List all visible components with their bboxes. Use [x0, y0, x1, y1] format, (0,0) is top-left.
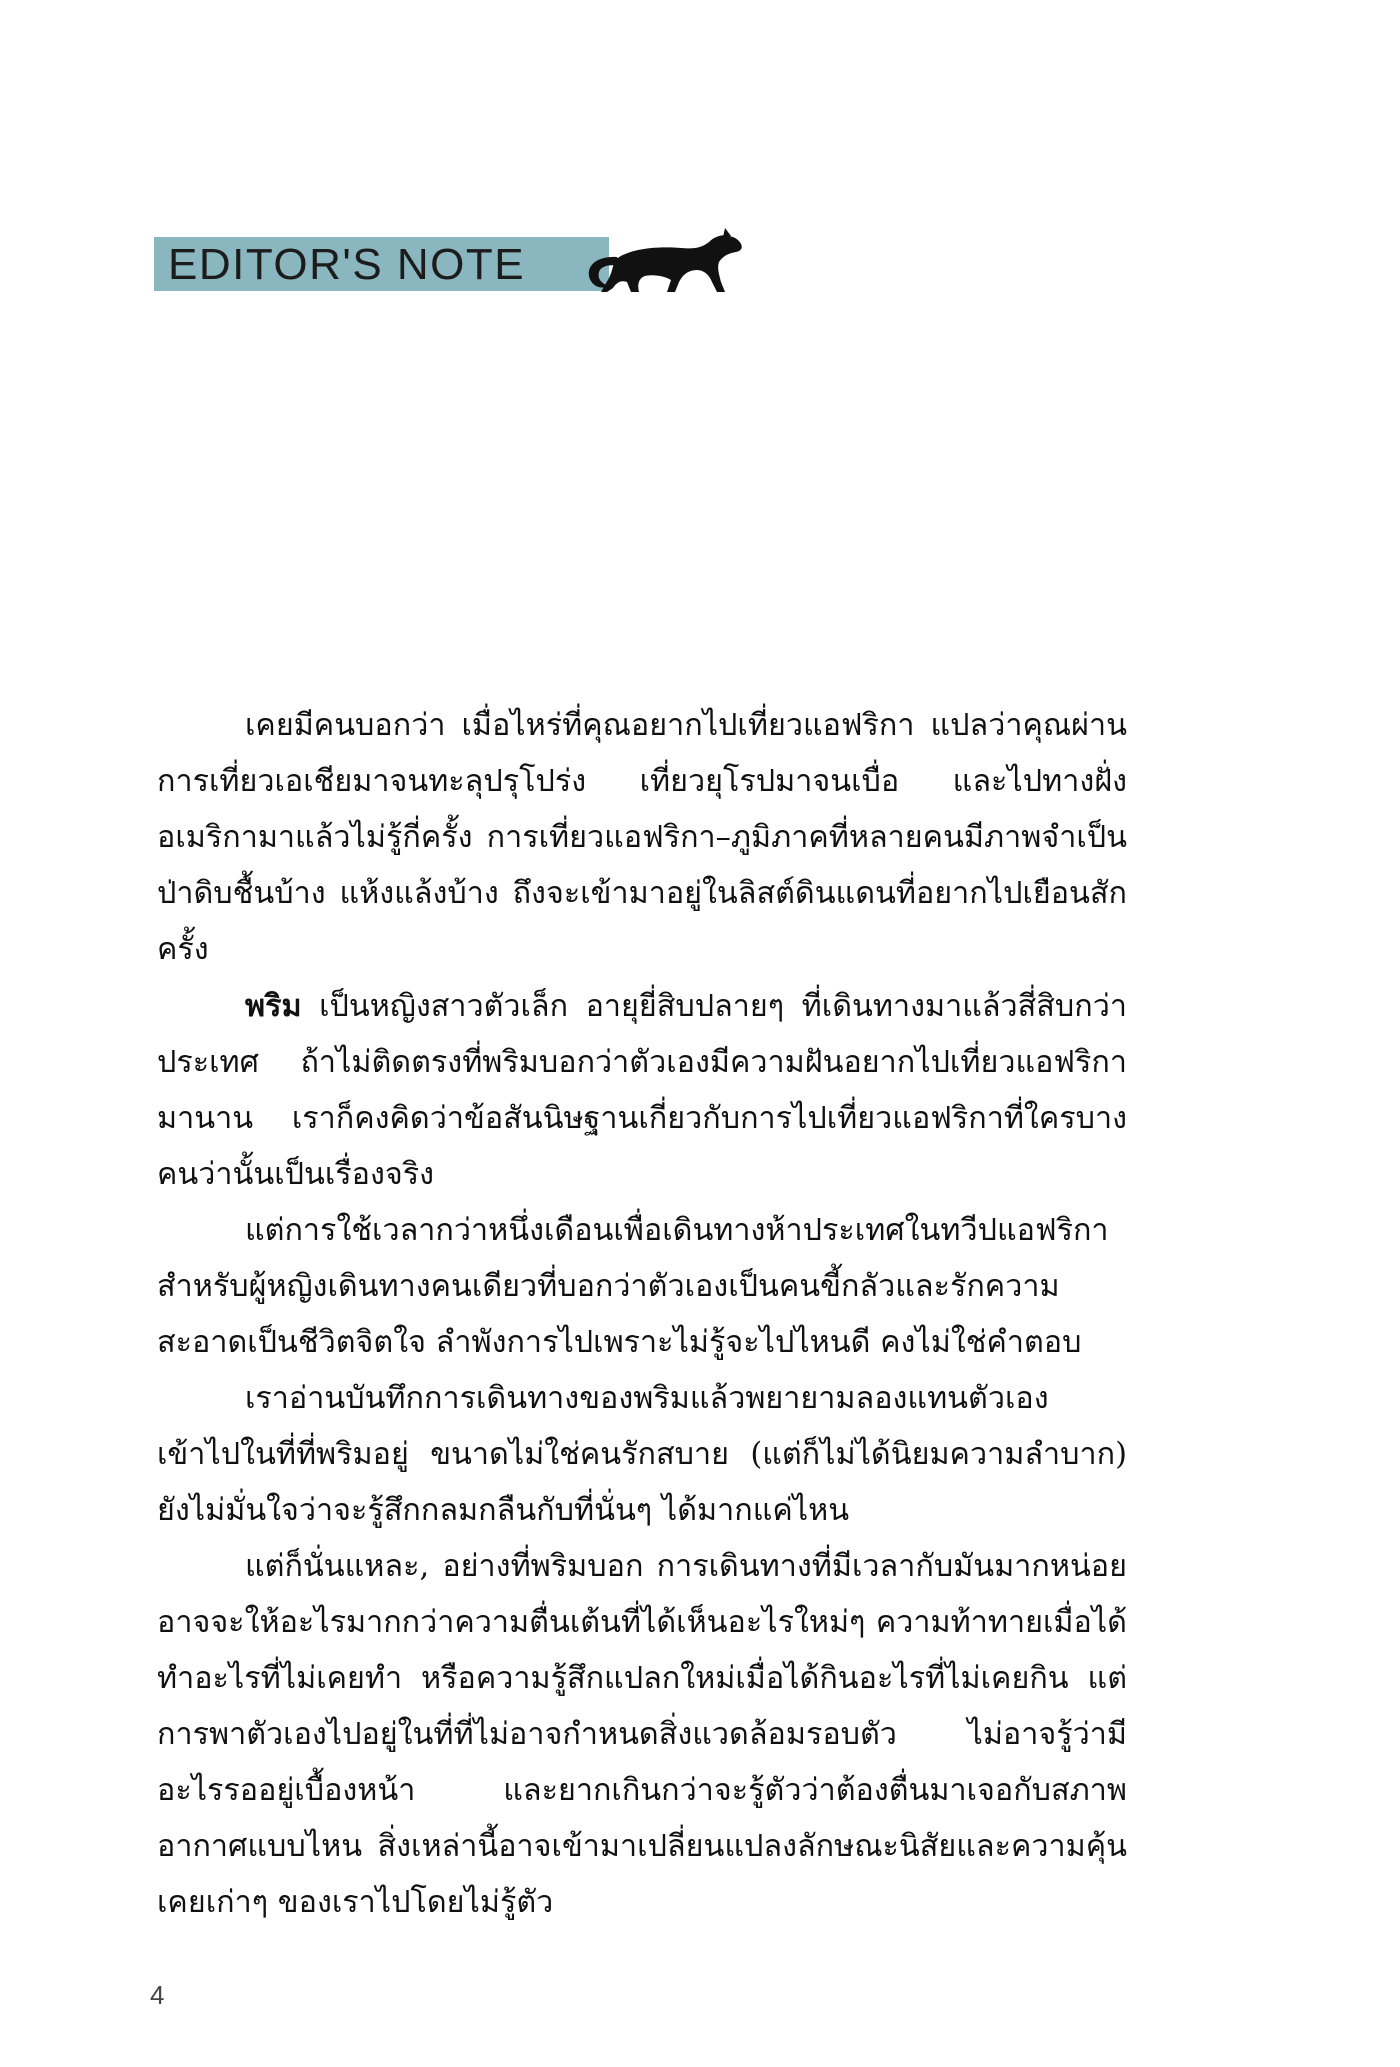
- editors-note-header: [154, 212, 754, 296]
- page-number: 4: [150, 1980, 165, 2010]
- paragraph-2: [157, 978, 1127, 1203]
- paragraph-5: แต่ก็นั่นแหละ, อย่างที่พริมบอก การเดินทางที่มีเวลากับมันมากหน่อยอาจจะให้อะไรมากกว่าความตื่นเต้นที่ได้เห็นอะไรใหม่ๆ ความท้าทายเมื่อได้ทำอะไรที่ไม่เคยทำ หรือความรู้สึกแปลกใหม่เมื่อได้กินอะไรที่ไม่เคยกิน แต่การพาตัวเองไปอยู่ในที่ที่ไม่อาจกำหนดสิ่งแวดล้อมรอบตัว ไม่อาจรู้ว่ามีอะไรรออยู่เบื้องหน้า และยากเกินกว่าจะรู้ตัวว่าต้องตื่นมาเจอกับสภาพอากาศแบบไหน สิ่งเหล่านี้อาจเข้ามาเปลี่ยนแปลงลักษณะนิสัยและความคุ้นเคยเก่าๆ ของเราไปโดยไม่รู้ตัว: [157, 1549, 1127, 1920]
- paragraph-2-text: เป็นหญิงสาวตัวเล็ก อายุยี่สิบปลายๆ ที่เดินทางมาแล้วสี่สิบกว่าประเทศ ถ้าไม่ติดตรงที่พริมบอกว่าตัวเองมีความฝันอยากไปเที่ยวแอฟริกามานาน เราก็คงคิดว่าข้อสันนิษฐานเกี่ยวกับการไปเที่ยวแอฟริกาที่ใครบางคนว่านั้นเป็นเรื่องจริง: [157, 989, 1127, 1192]
- author-name: พริม: [245, 988, 302, 1024]
- editors-note-body: [157, 698, 1127, 1931]
- paragraph-3: แต่การใช้เวลากว่าหนึ่งเดือนเพื่อเดินทางห้าประเทศในทวีปแอฟริกาสำหรับผู้หญิงเดินทางคนเดียวที่บอกว่าตัวเองเป็นคนขี้กลัวและรักความสะอาดเป็นชีวิตจิตใจ ลำพังการไปเพราะไม่รู้จะไปไหนดี คงไม่ใช่คำตอบ: [157, 1213, 1109, 1360]
- panther-icon: [569, 212, 894, 296]
- paragraph-1: เคยมีคนบอกว่า เมื่อไหร่ที่คุณอยากไปเที่ยวแอฟริกา แปลว่าคุณผ่านการเที่ยวเอเชียมาจนทะลุปรุโปร่ง เที่ยวยุโรปมาจนเบื่อ และไปทางฝั่งอเมริกามาแล้วไม่รู้กี่ครั้ง การเที่ยวแอฟริกา–ภูมิภาคที่หลายคนมีภาพจำเป็นป่าดิบชื้นบ้าง แห้งแล้งบ้าง ถึงจะเข้ามาอยู่ในลิสต์ดินแดนที่อยากไปเยือนสักครั้ง: [157, 708, 1127, 967]
- paragraph-4: เราอ่านบันทึกการเดินทางของพริมแล้วพยายามลองแทนตัวเองเข้าไปในที่ที่พริมอยู่ ขนาดไม่ใช่คนรักสบาย (แต่ก็ไม่ได้นิยมความลำบาก) ยังไม่มั่นใจว่าจะรู้สึกกลมกลืนกับที่นั่นๆ ได้มากแค่ไหน: [157, 1381, 1127, 1528]
- page-title: EDITOR'S NOTE: [168, 240, 526, 289]
